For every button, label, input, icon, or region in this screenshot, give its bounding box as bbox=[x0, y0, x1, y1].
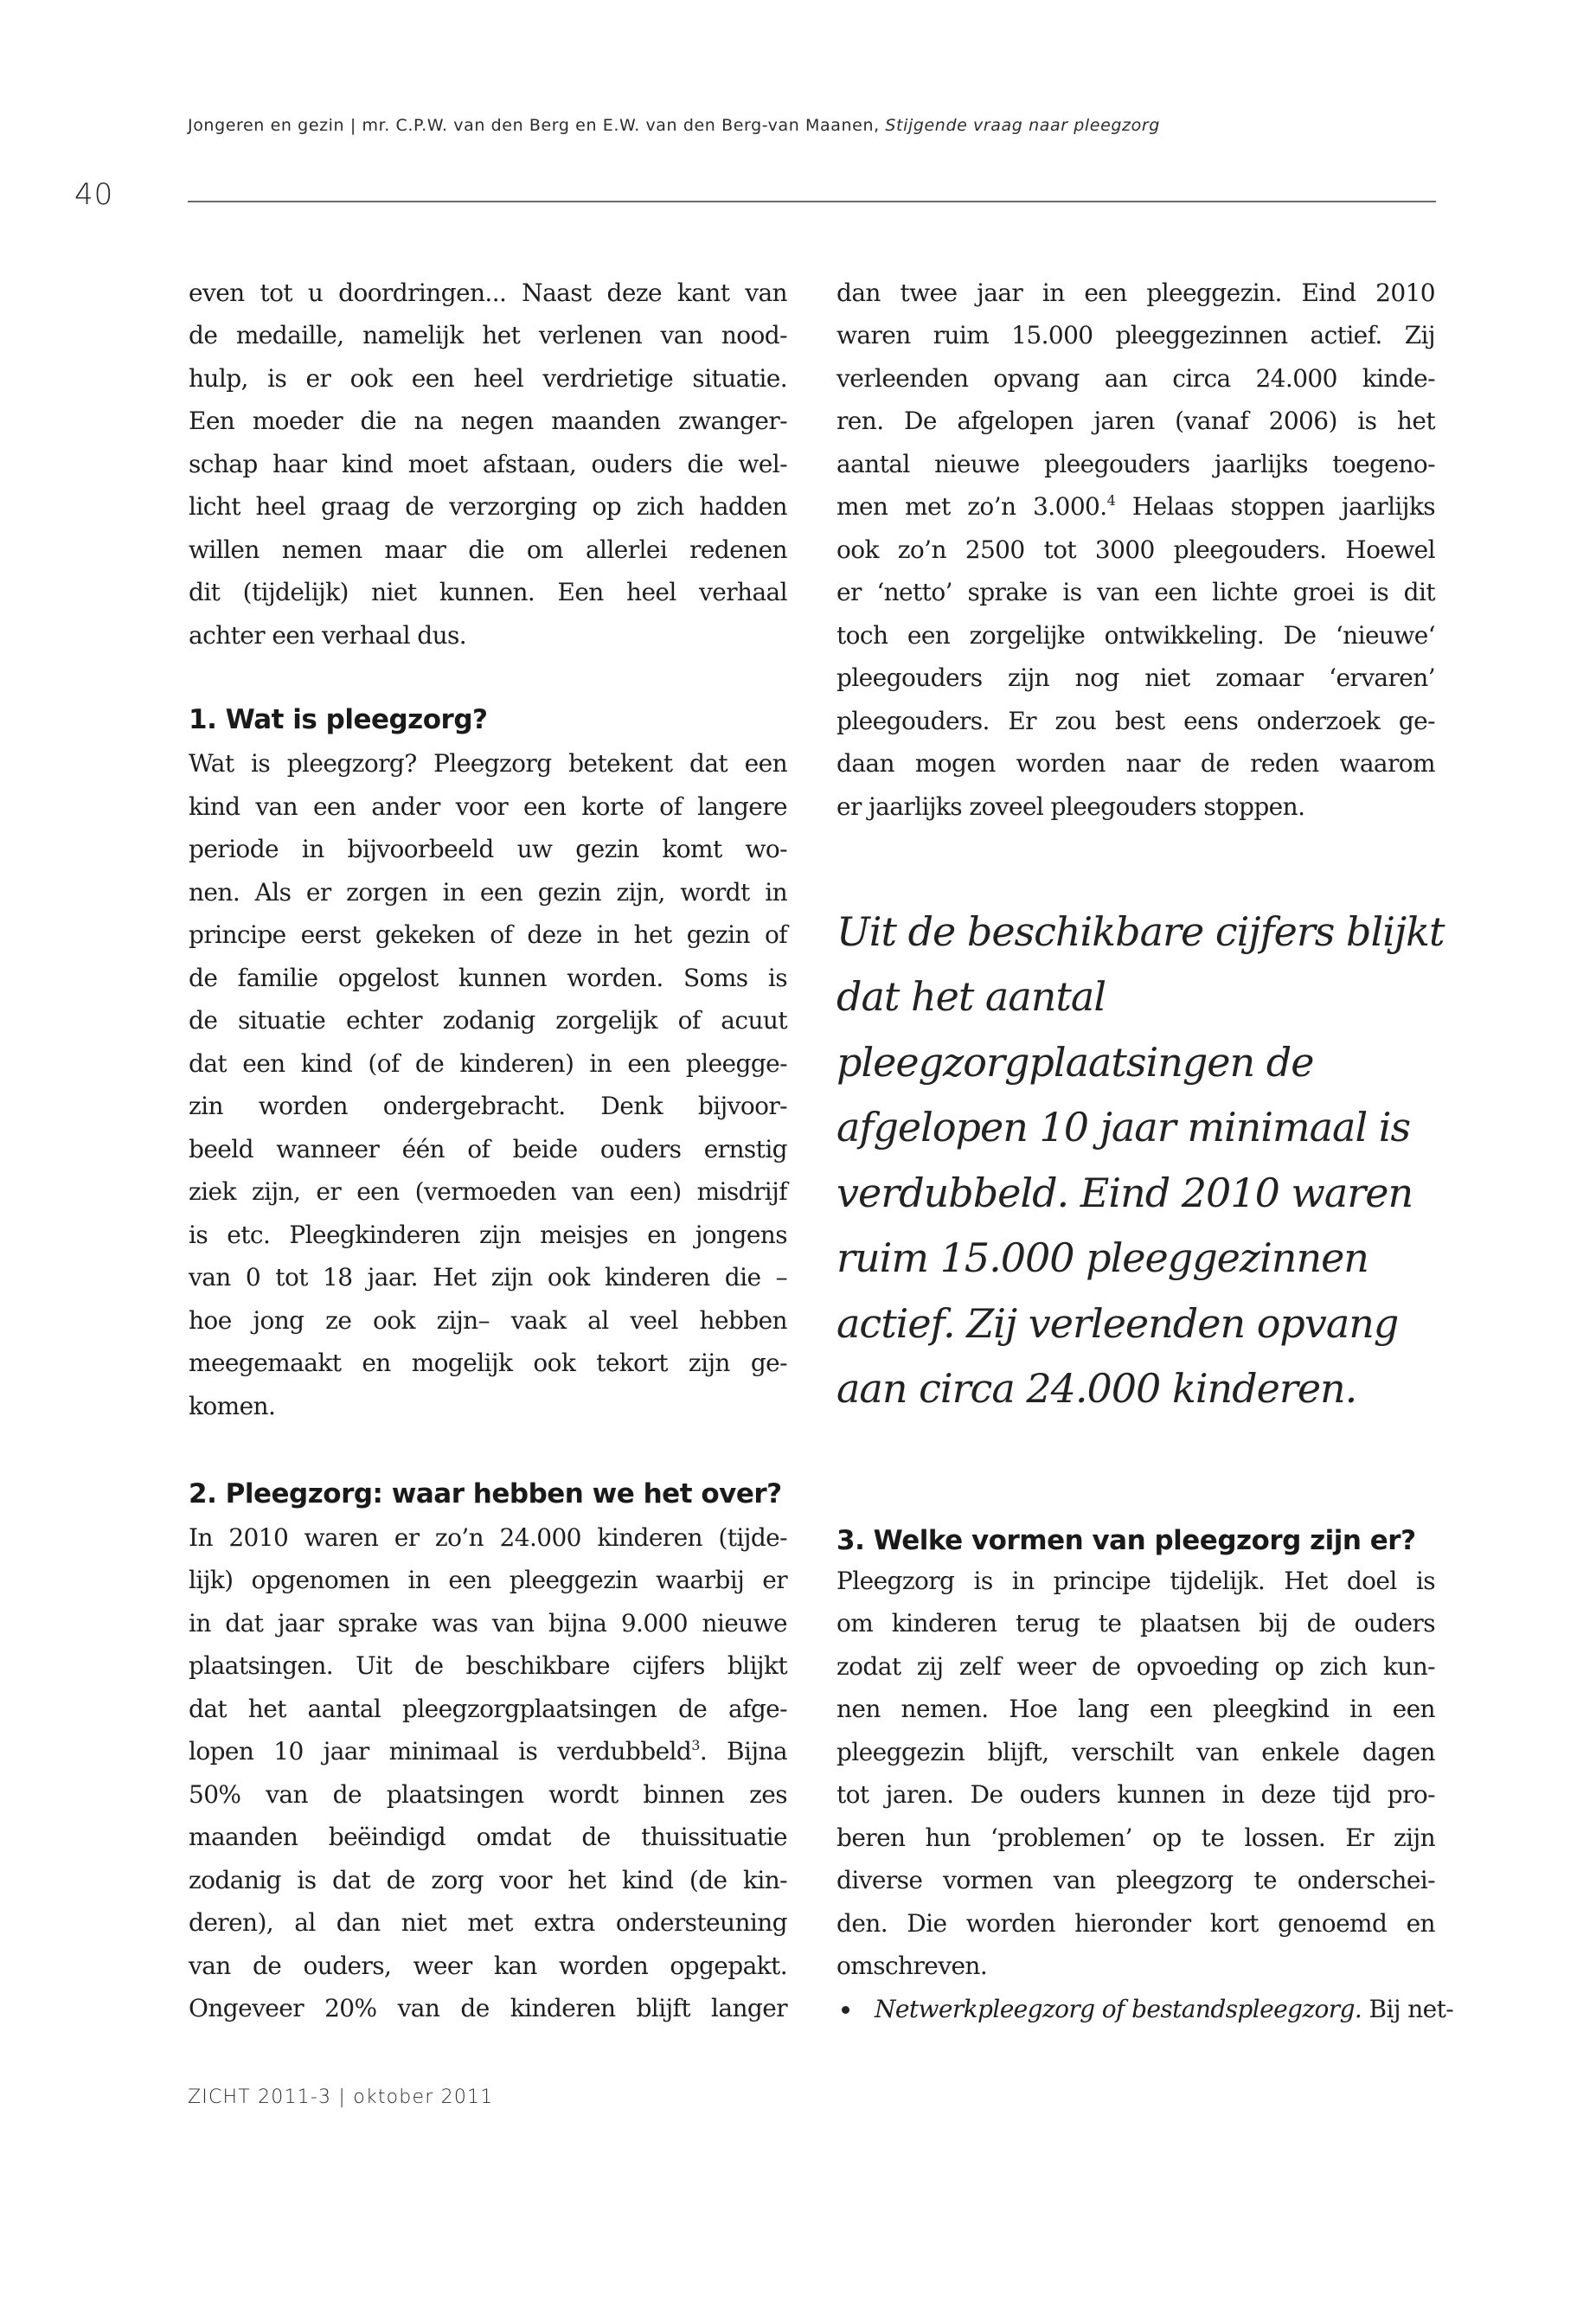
body-line: zin worden ondergebracht. Denk bijvoor- bbox=[189, 1092, 787, 1120]
body-line: kind van een ander voor een korte of langere bbox=[189, 792, 787, 821]
body-line: Pleegzorg is in principe tijdelijk. Het doel is bbox=[836, 1567, 1435, 1595]
body-line: plaatsingen. Uit de beschikbare cijfers blijkt bbox=[189, 1651, 787, 1680]
body-line: pleegouders. Er zou best eens onderzoek ge- bbox=[836, 707, 1435, 735]
body-line: 50% van de plaatsingen wordt binnen zes bbox=[189, 1780, 787, 1809]
body-line: nen nemen. Hoe lang een pleegkind in een bbox=[836, 1695, 1435, 1723]
body-line: toch een zorgelijke ontwikkeling. De ‘nieuwe‘ bbox=[836, 621, 1435, 650]
body-line: hulp, is er ook een heel verdrietige situatie. bbox=[189, 364, 787, 393]
body-line: van 0 tot 18 jaar. Het zijn ook kinderen die – bbox=[189, 1263, 787, 1292]
body-line: meegemaakt en mogelijk ook tekort zijn ge- bbox=[189, 1349, 787, 1377]
body-line: hoe jong ze ook zijn– vaak al veel hebben bbox=[189, 1306, 787, 1335]
pull-quote-line: Uit de beschikbare cijfers blijkt bbox=[836, 908, 1445, 955]
body-text: lopen 10 jaar minimaal is verdubbeld bbox=[189, 1737, 692, 1766]
body-line: pleegouders zijn nog niet zomaar ‘ervaren’ bbox=[836, 663, 1435, 692]
body-line: aantal nieuwe pleegouders jaarlijks toegeno- bbox=[836, 450, 1435, 478]
pull-quote-line: aan circa 24.000 kinderen. bbox=[836, 1365, 1357, 1412]
header-rule bbox=[188, 201, 1436, 202]
body-line: In 2010 waren er zo’n 24.000 kinderen (tijde- bbox=[189, 1523, 787, 1552]
pull-quote-line: ruim 15.000 pleeggezinnen bbox=[836, 1234, 1368, 1281]
bullet-icon bbox=[842, 2006, 849, 2014]
body-line: komen. bbox=[189, 1392, 276, 1420]
pull-quote-line: actief. Zij verleenden opvang bbox=[836, 1300, 1399, 1347]
body-line: waren ruim 15.000 pleeggezinnen actief. Zij bbox=[836, 321, 1435, 349]
bullet-list-item bbox=[836, 1994, 1454, 2025]
body-line: den. Die worden hieronder kort genoemd en bbox=[836, 1909, 1435, 1938]
body-line: willen nemen maar die om allerlei redenen bbox=[189, 535, 787, 564]
body-line: de situatie echter zodanig zorgelijk of acuut bbox=[189, 1006, 787, 1035]
body-line: er ‘netto’ sprake is van een lichte groei is dit bbox=[836, 578, 1435, 606]
body-line: om kinderen terug te plaatsen bij de ouders bbox=[836, 1609, 1435, 1638]
body-text: . Bijna bbox=[699, 1737, 788, 1766]
body-line: beeld wanneer één of beide ouders ernstig bbox=[189, 1135, 787, 1163]
body-line: omschreven. bbox=[836, 1952, 988, 1980]
body-text: men met zo’n 3.000. bbox=[836, 492, 1107, 521]
body-text: Helaas stoppen jaarlijks bbox=[1115, 492, 1435, 521]
footnote-ref-3[interactable]: 3 bbox=[691, 1737, 700, 1753]
body-line: is etc. Pleegkinderen zijn meisjes en jongens bbox=[189, 1221, 787, 1249]
bullet-text bbox=[875, 1994, 1454, 2025]
section-heading-1: 1. Wat is pleegzorg? bbox=[189, 704, 488, 735]
body-line: Wat is pleegzorg? Pleegzorg betekent dat een bbox=[189, 749, 787, 778]
footnote-ref-4[interactable]: 4 bbox=[1106, 492, 1116, 509]
body-line: licht heel graag de verzorging op zich hadden bbox=[189, 492, 787, 521]
body-line: periode in bijvoorbeeld uw gezin komt wo- bbox=[189, 835, 787, 863]
body-line: tot jaren. De ouders kunnen in deze tijd pro- bbox=[836, 1780, 1435, 1809]
body-line: dat het aantal pleegzorgplaatsingen de afge- bbox=[189, 1695, 787, 1723]
body-line: maanden beëindigd omdat de thuissituatie bbox=[189, 1823, 787, 1851]
body-line: dan twee jaar in een pleeggezin. Eind 2010 bbox=[836, 279, 1435, 307]
body-line: ziek zijn, er een (vermoeden van een) misdrijf bbox=[189, 1177, 787, 1206]
page-number: 40 bbox=[74, 177, 114, 212]
article-title: Stijgende vraag naar pleegzorg bbox=[885, 116, 1160, 135]
body-line: verleenden opvang aan circa 24.000 kinde- bbox=[836, 364, 1435, 393]
body-line: achter een verhaal dus. bbox=[189, 621, 467, 650]
pull-quote-line: verdubbeld. Eind 2010 waren bbox=[836, 1170, 1413, 1216]
body-line: principe eerst gekeken of deze in het gezin of bbox=[189, 920, 787, 949]
footer: ZICHT 2011-3 | oktober 2011 bbox=[188, 2086, 494, 2108]
body-line: ook zo’n 2500 tot 3000 pleegouders. Hoewel bbox=[836, 535, 1435, 564]
pull-quote-line: dat het aantal bbox=[836, 973, 1106, 1020]
running-head-text: Jongeren en gezin | mr. C.P.W. van den Berg en E.W. van den Berg-van Maanen, bbox=[188, 116, 886, 135]
body-line: Ongeveer 20% van de kinderen blijft langer bbox=[189, 1994, 787, 2022]
body-line: beren hun ‘problemen’ op te lossen. Er zijn bbox=[836, 1823, 1435, 1852]
body-line: daan mogen worden naar de reden waarom bbox=[836, 749, 1435, 778]
body-line: van de ouders, weer kan worden opgepakt. bbox=[189, 1952, 787, 1980]
body-line: deren), al dan niet met extra ondersteuning bbox=[189, 1908, 787, 1937]
body-line: even tot u doordringen... Naast deze kant van bbox=[189, 279, 787, 307]
body-line: in dat jaar sprake was van bijna 9.000 nieuwe bbox=[189, 1609, 787, 1638]
bullet-term: Netwerkpleegzorg of bestandspleegzorg. bbox=[875, 1995, 1362, 2023]
body-line-with-footnote bbox=[836, 491, 1435, 522]
pull-quote-line: afgelopen 10 jaar minimaal is bbox=[836, 1104, 1411, 1150]
running-header bbox=[188, 115, 1312, 136]
body-line: zodanig is dat de zorg voor het kind (de kin- bbox=[189, 1866, 787, 1894]
body-line: ren. De afgelopen jaren (vanaf 2006) is het bbox=[836, 407, 1435, 435]
body-line: dit (tijdelijk) niet kunnen. Een heel verhaal bbox=[189, 578, 787, 606]
section-heading-2: 2. Pleegzorg: waar hebben we het over? bbox=[189, 1478, 782, 1509]
body-line: zodat zij zelf weer de opvoeding op zich kun- bbox=[836, 1652, 1435, 1681]
body-line: nen. Als er zorgen in een gezin zijn, wordt in bbox=[189, 878, 787, 907]
bullet-body: Bij net- bbox=[1362, 1995, 1454, 2023]
body-line-with-footnote bbox=[189, 1736, 787, 1767]
body-line: lijk) opgenomen in een pleeggezin waarbij er bbox=[189, 1566, 787, 1594]
body-line: schap haar kind moet afstaan, ouders die wel- bbox=[189, 450, 787, 478]
body-line: diverse vormen van pleegzorg te onderschei- bbox=[836, 1866, 1435, 1894]
section-heading-3: 3. Welke vormen van pleegzorg zijn er? bbox=[836, 1525, 1416, 1556]
body-line: pleeggezin blijft, verschilt van enkele dagen bbox=[836, 1738, 1435, 1766]
body-line: de familie opgelost kunnen worden. Soms is bbox=[189, 964, 787, 992]
body-line: er jaarlijks zoveel pleegouders stoppen. bbox=[836, 792, 1305, 821]
body-line: de medaille, namelijk het verlenen van nood- bbox=[189, 321, 787, 349]
pull-quote-line: pleegzorgplaatsingen de bbox=[836, 1039, 1314, 1086]
body-line: Een moeder die na negen maanden zwanger- bbox=[189, 407, 787, 435]
body-line: dat een kind (of de kinderen) in een pleegge- bbox=[189, 1049, 787, 1078]
